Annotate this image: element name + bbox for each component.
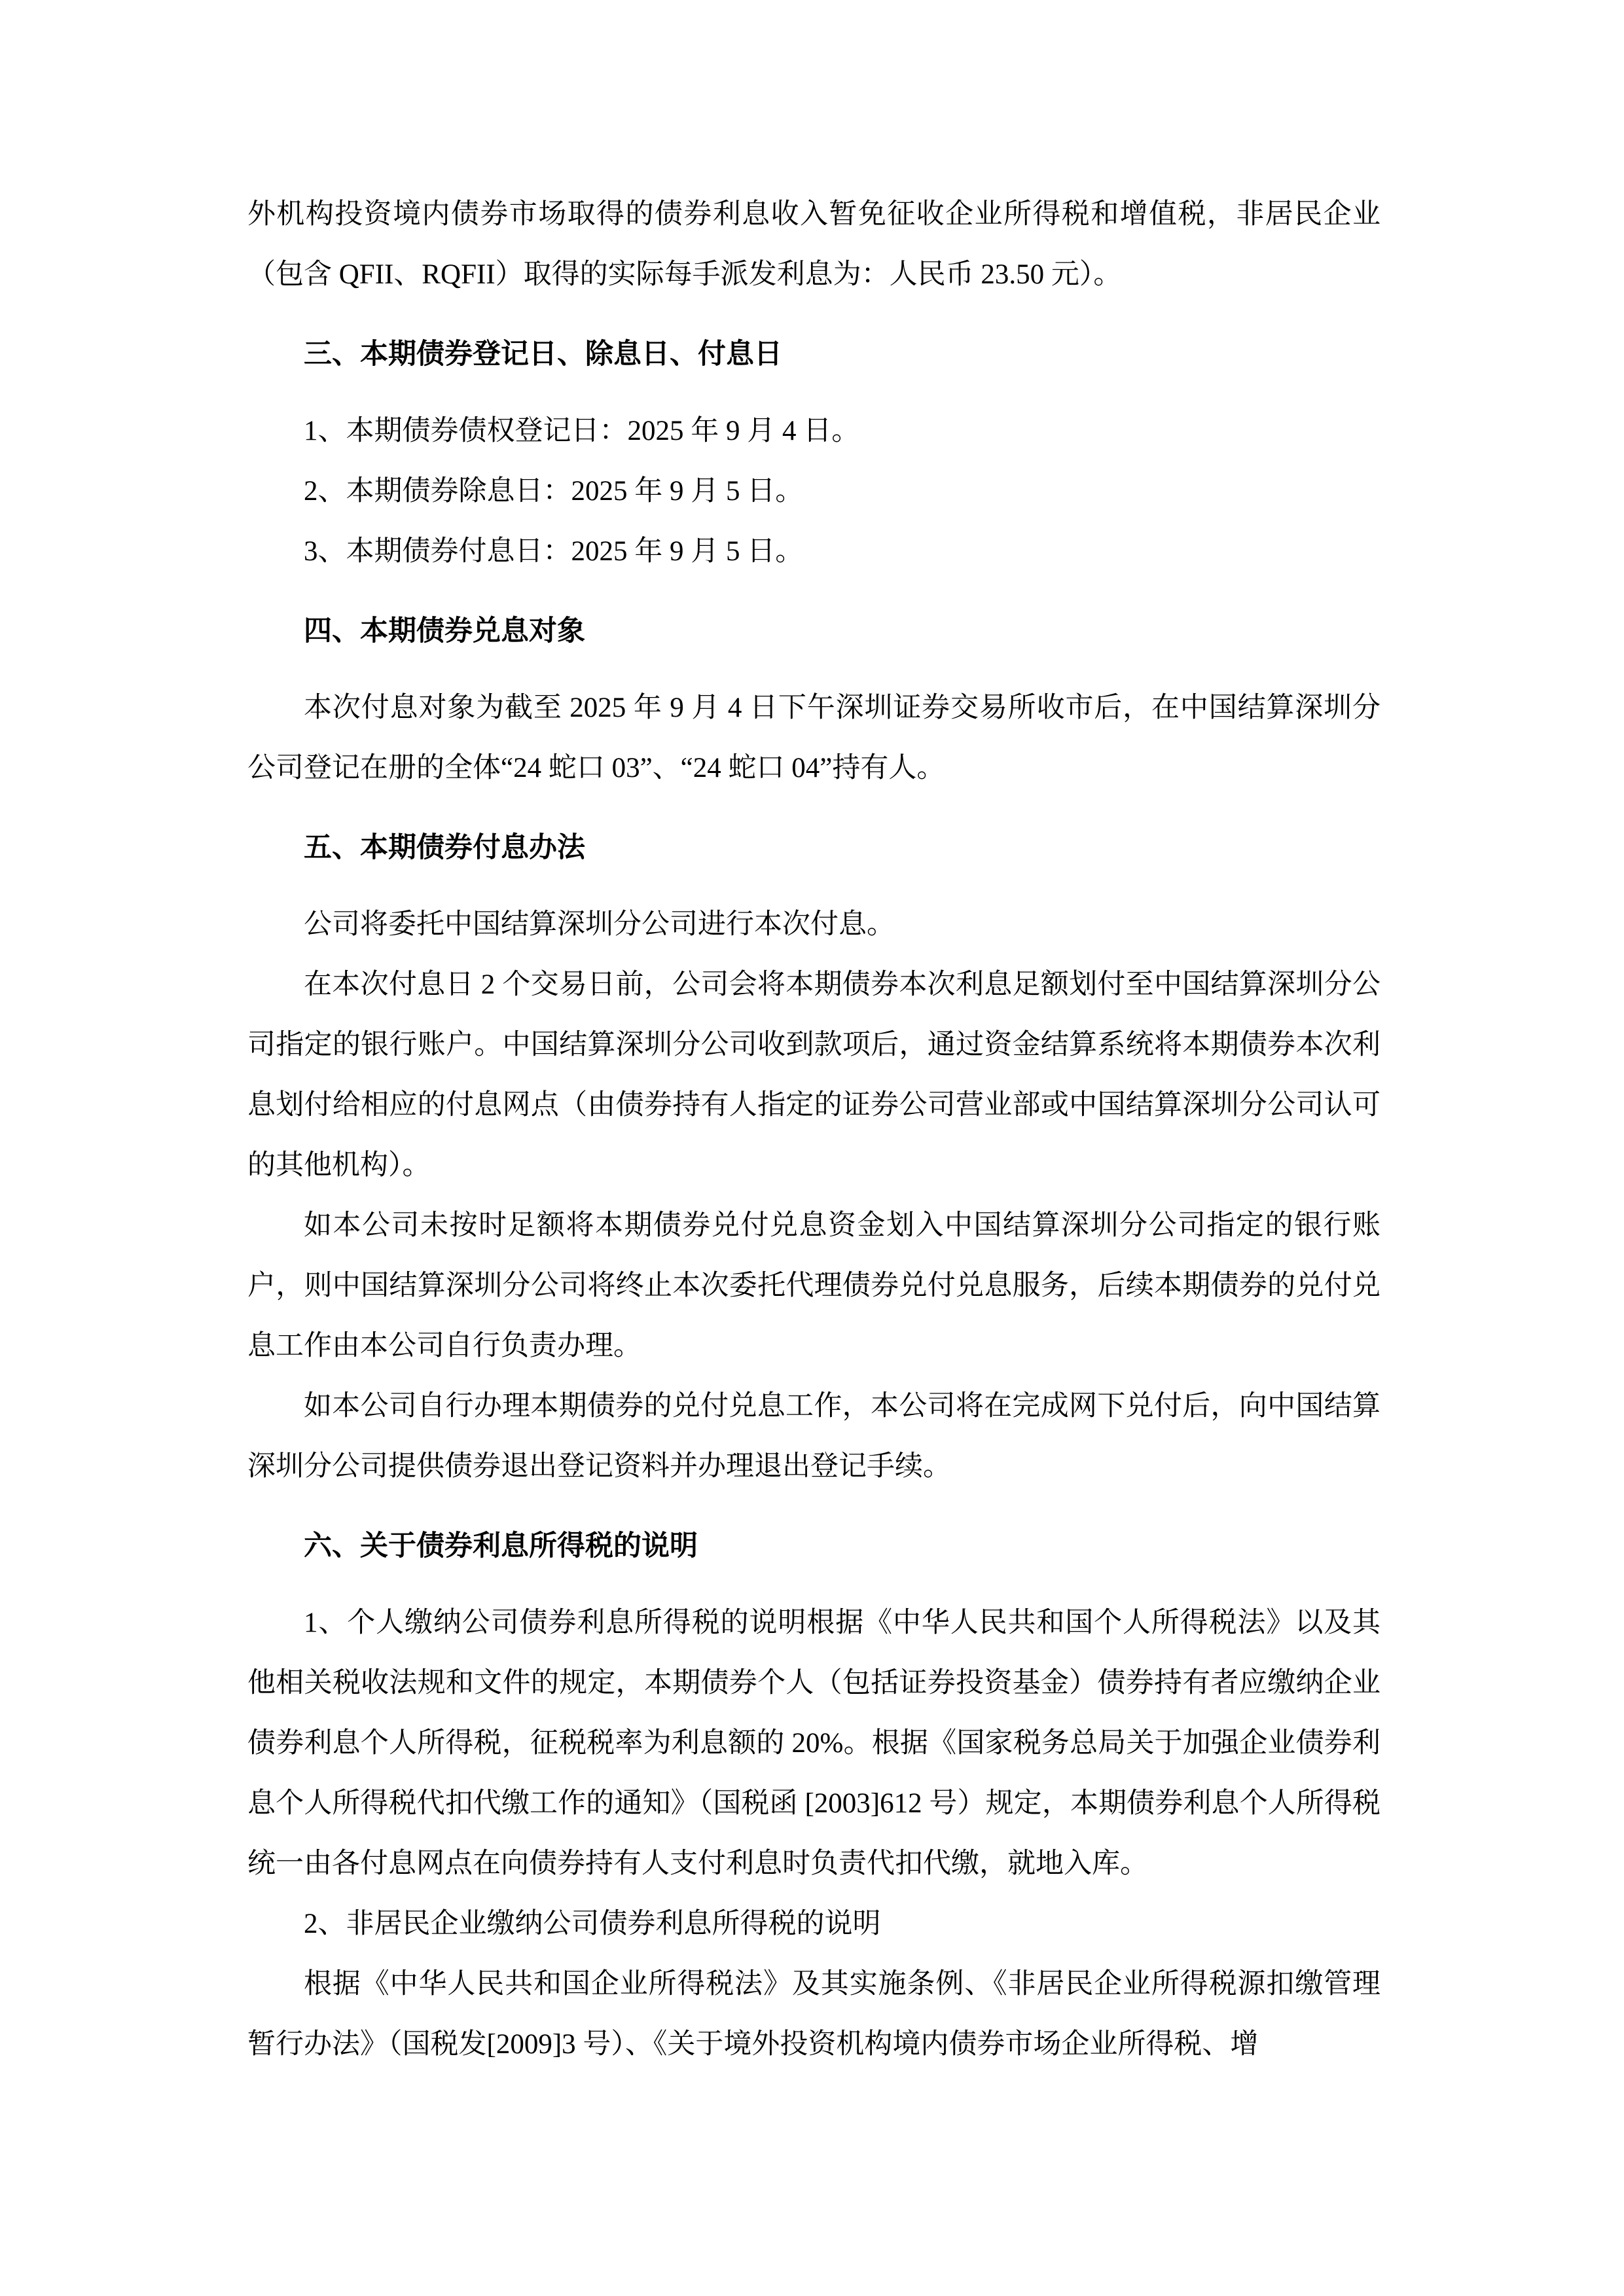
paragraph-individual-income-tax: 1、个人缴纳公司债券利息所得税的说明根据《中华人民共和国个人所得税法》以及其他相关税收法规和文件的规定，本期债券个人（包括证券投资基金）债券持有者应缴纳企业债券利息个人所得税，征税税率为利息额的 20%。根据《国家税务总局关于加强企业债券利息个人所得税代扣代缴工作的通知》（国税函 [2003]612 号）规定，本期债券利息个人所得税统一由各付息网点在向债券持有人支付利息时负责代扣代缴，就地入库。 bbox=[247, 1607, 1380, 1879]
paragraph-failure-to-transfer: 如本公司未按时足额将本期债券兑付兑息资金划入中国结算深圳分公司指定的银行账户，则中国结算深圳分公司将终止本次委托代理债券兑付兑息服务，后续本期债券的兑付兑息工作由本公司自行负责办理。 bbox=[247, 1210, 1380, 1361]
paragraph-self-handling: 如本公司自行办理本期债券的兑付兑息工作，本公司将在完成网下兑付后，向中国结算深圳分公司提供债券退出登记资料并办理退出登记手续。 bbox=[247, 1391, 1380, 1482]
list-item-payment-date: 3、本期债券付息日：2025 年 9 月 5 日。 bbox=[304, 536, 804, 567]
paragraph-payment-target: 本次付息对象为截至 2025 年 9 月 4 日下午深圳证券交易所收市后，在中国结算深圳分公司登记在册的全体“24 蛇口 03”、“24 蛇口 04”持有人。 bbox=[247, 692, 1380, 783]
heading-section-4-payment-target: 四、本期债券兑息对象 bbox=[304, 616, 585, 647]
paragraph-nonresident-enterprise-tax-title: 2、非居民企业缴纳公司债券利息所得税的说明 bbox=[304, 1909, 881, 1939]
list-item-ex-interest-date: 2、本期债券除息日：2025 年 9 月 5 日。 bbox=[304, 476, 804, 507]
paragraph-continuation-tax-exemption: 外机构投资境内债券市场取得的债券利息收入暂免征收企业所得税和增值税，非居民企业（包含 QFII、RQFII）取得的实际每手派发利息为：人民币 23.50 元）。 bbox=[247, 199, 1380, 290]
paragraph-entrust-csdc: 公司将委托中国结算深圳分公司进行本次付息。 bbox=[304, 909, 895, 940]
heading-section-3-dates: 三、本期债券登记日、除息日、付息日 bbox=[304, 339, 782, 370]
heading-section-5-payment-method: 五、本期债券付息办法 bbox=[304, 833, 585, 863]
list-item-registration-date: 1、本期债券债权登记日：2025 年 9 月 4 日。 bbox=[304, 416, 860, 446]
heading-section-6-income-tax: 六、关于债券利息所得税的说明 bbox=[304, 1531, 698, 1562]
paragraph-nonresident-enterprise-tax-body: 根据《中华人民共和国企业所得税法》及其实施条例、《非居民企业所得税源扣缴管理暂行办法》（国税发[2009]3 号）、《关于境外投资机构境内债券市场企业所得税、增 bbox=[247, 1969, 1380, 2060]
paragraph-fund-transfer-process: 在本次付息日 2 个交易日前，公司会将本期债券本次利息足额划付至中国结算深圳分公司指定的银行账户。中国结算深圳分公司收到款项后，通过资金结算系统将本期债券本次利息划付给相应的付息网点（由债券持有人指定的证券公司营业部或中国结算深圳分公司认可的其他机构）。 bbox=[247, 969, 1380, 1181]
